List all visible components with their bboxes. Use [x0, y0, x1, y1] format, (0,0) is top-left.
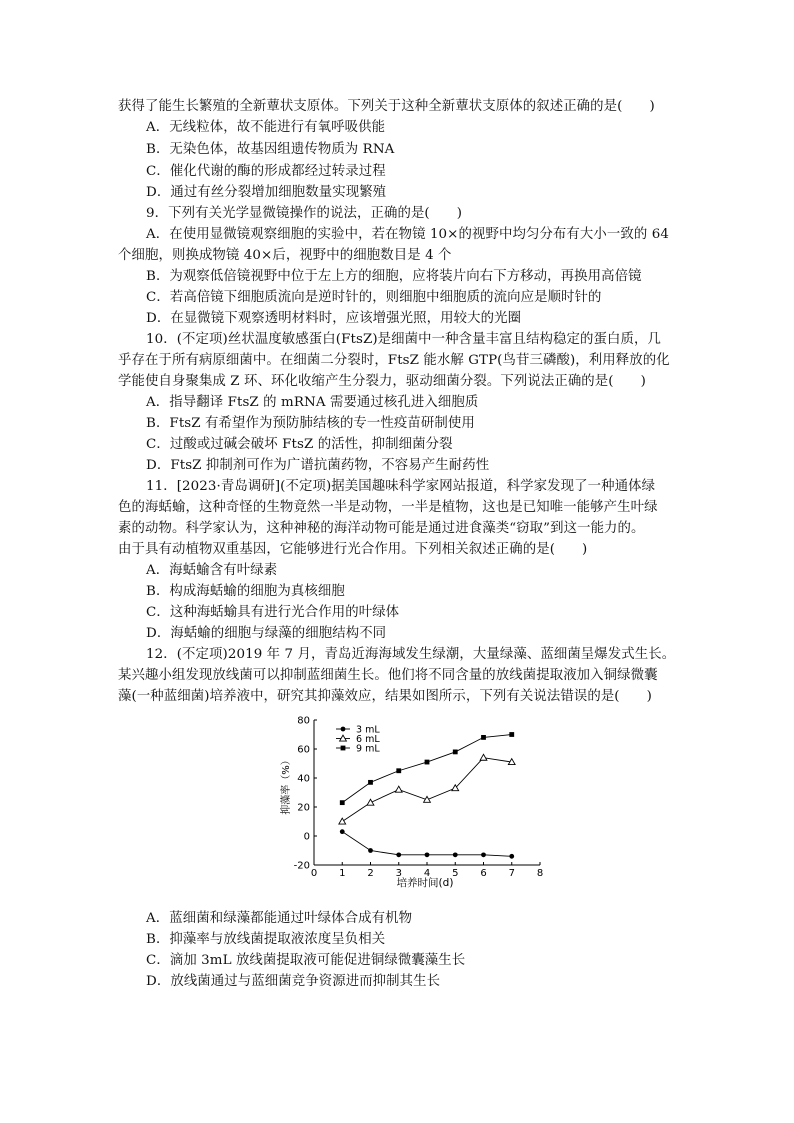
data-point — [481, 735, 486, 740]
data-point — [509, 732, 514, 737]
q11-option-d[interactable]: D．海蛞蝓的细胞与绿藻的细胞结构不同 — [146, 626, 387, 641]
y-tick-label: 80 — [297, 715, 310, 727]
q8-option-c[interactable]: C．催化代谢的酶的形成都经过转录过程 — [146, 164, 386, 179]
q10-stem-line3: 学能使自身聚集成 Z 环、环化收缩产生分裂力，驱动细菌分裂。下列说法正确的是( ) — [118, 374, 646, 389]
y-tick-label: 60 — [297, 744, 310, 756]
q9-option-d[interactable]: D．在显微镜下观察透明材料时，应该增强光照，用较大的光圈 — [146, 311, 522, 326]
q9-stem: 9．下列有关光学显微镜操作的说法，正确的是( ) — [146, 206, 463, 221]
data-point — [396, 768, 401, 773]
data-point — [395, 786, 402, 792]
q9-option-c[interactable]: C．若高倍镜下细胞质流向是逆时针的，则细胞中细胞质的流向应是顺时针的 — [146, 290, 602, 305]
q11-option-a[interactable]: A．海蛞蝓含有叶绿素 — [146, 563, 278, 578]
y-tick-label: -20 — [293, 860, 310, 872]
q11-stem-line4: 由于具有动植物双重基因，它能够进行光合作用。下列相关叙述正确的是( ) — [118, 542, 588, 557]
q11-option-c[interactable]: C．这种海蛞蝓具有进行光合作用的叶绿体 — [146, 605, 400, 620]
x-tick-label: 8 — [536, 868, 544, 879]
data-point — [368, 780, 373, 785]
data-point — [425, 760, 430, 765]
q12-stem-line3: 藻(一种蓝细菌)培养液中，研究其抑藻效应，结果如图所示，下列有关说法错误的是( ) — [118, 689, 652, 704]
q11-stem-line2: 色的海蛞蝓，这种奇怪的生物竟然一半是动物，一半是植物，这也是已知唯一能够产生叶绿 — [118, 500, 658, 515]
q11-stem-line1: 11．[2023·青岛调研](不定项)据美国趣味科学家网站报道，科学家发现了一种通体绿 — [146, 479, 656, 494]
chart-axes — [314, 720, 540, 865]
x-tick-label: 7 — [508, 868, 515, 879]
inhibition-rate-chart — [278, 712, 558, 892]
q12-option-d[interactable]: D．放线菌通过与蓝细菌竞争资源进而抑制其生长 — [146, 974, 441, 989]
q12-option-a[interactable]: A．蓝细菌和绿藻都能通过叶绿体合成有机物 — [146, 911, 413, 926]
x-tick-label: 1 — [339, 868, 346, 879]
q8-option-d[interactable]: D．通过有丝分裂增加细胞数量实现繁殖 — [146, 185, 387, 200]
x-tick-label: 2 — [367, 868, 374, 879]
legend-label: 6 mL — [356, 734, 380, 745]
chart-legend — [336, 725, 380, 755]
x-tick-label: 6 — [480, 868, 487, 879]
data-point — [340, 829, 345, 834]
data-point — [509, 854, 514, 859]
q12-stem-line1: 12．(不定项)2019 年 7 月，青岛近海海域发生绿潮，大量绿藻、蓝细菌呈爆发式生长。 — [146, 647, 676, 662]
data-point — [367, 799, 374, 805]
q12-option-c[interactable]: C．滴加 3mL 放线菌提取液可能促进铜绿微囊藻生长 — [146, 953, 466, 968]
q11-stem-line3: 素的动物。科学家认为，这种神秘的海洋动物可能是通过进食藻类“窃取”到这一能力的。 — [118, 521, 645, 536]
q10-option-a[interactable]: A．指导翻译 FtsZ 的 mRNA 需要通过核孔进入细胞质 — [146, 395, 479, 410]
data-point — [481, 852, 486, 857]
series-0 — [340, 829, 514, 858]
legend-label: 3 mL — [356, 724, 380, 736]
q10-option-c[interactable]: C．过酸或过碱会破坏 FtsZ 的活性，抑制细菌分裂 — [146, 437, 453, 452]
data-point — [453, 852, 458, 857]
data-point — [339, 818, 346, 824]
data-point — [341, 746, 346, 751]
q8-stem: 获得了能生长繁殖的全新蕈状支原体。下列关于这种全新蕈状支原体的叙述正确的是( ) — [118, 99, 655, 114]
data-point — [396, 852, 401, 857]
q11-option-b[interactable]: B．构成海蛞蝓的细胞为真核细胞 — [146, 584, 345, 599]
q9-option-b[interactable]: B．为观察低倍镜视野中位于左上方的细胞，应将装片向右下方移动，再换用高倍镜 — [146, 269, 642, 284]
data-point — [453, 750, 458, 755]
y-tick-label: 20 — [297, 802, 310, 814]
q8-option-a[interactable]: A．无线粒体，故不能进行有氧呼吸供能 — [146, 120, 386, 135]
series-line — [342, 758, 512, 822]
q10-option-d[interactable]: D．FtsZ 抑制剂可作为广谱抗菌药物，不容易产生耐药性 — [146, 458, 490, 473]
q12-stem-line2: 某兴趣小组发现放线菌可以抑制蓝细菌生长。他们将不同含量的放线菌提取液加入铜绿微囊 — [118, 668, 658, 683]
data-point — [368, 848, 373, 853]
legend-entry — [336, 744, 380, 755]
q12-option-b[interactable]: B．抑藻率与放线菌提取液浓度呈负相关 — [146, 932, 386, 947]
y-axis-label: 抑藻率（%） — [281, 755, 292, 815]
q9-option-a[interactable]: A．在使用显微镜观察细胞的实验中，若在物镜 10×的视野中均匀分布有大小一致的 64 — [146, 227, 669, 242]
x-tick-label: 3 — [395, 868, 402, 879]
x-tick-label: 5 — [452, 868, 459, 879]
x-tick-label: 4 — [423, 868, 431, 879]
data-point — [341, 727, 346, 732]
x-axis-label: 培养时间(d) — [396, 877, 454, 889]
q8-option-b[interactable]: B．无染色体，故基因组遗传物质为 RNA — [146, 142, 395, 157]
q10-option-b[interactable]: B．FtsZ 有希望作为预防肺结核的专一性疫苗研制使用 — [146, 416, 475, 431]
series-1 — [339, 754, 515, 824]
q10-stem-line2: 乎存在于所有病原细菌中。在细菌二分裂时，FtsZ 能水解 GTP(鸟苷三磷酸)，利用释放的化 — [118, 353, 670, 368]
x-tick-label: 0 — [310, 868, 318, 879]
q10-stem-line1: 10．(不定项)丝状温度敏感蛋白(FtsZ)是细菌中一种含量丰富且结构稳定的蛋白质，几 — [146, 332, 661, 347]
y-tick-label: 40 — [297, 773, 310, 785]
data-point — [480, 754, 487, 760]
q9-option-a-cont: 个细胞，则换成物镜 40×后，视野中的细胞数目是 4 个 — [118, 248, 452, 263]
legend-label: 9 mL — [356, 743, 380, 755]
data-point — [425, 852, 430, 857]
y-tick-label: 0 — [303, 831, 310, 843]
data-point — [340, 800, 345, 805]
